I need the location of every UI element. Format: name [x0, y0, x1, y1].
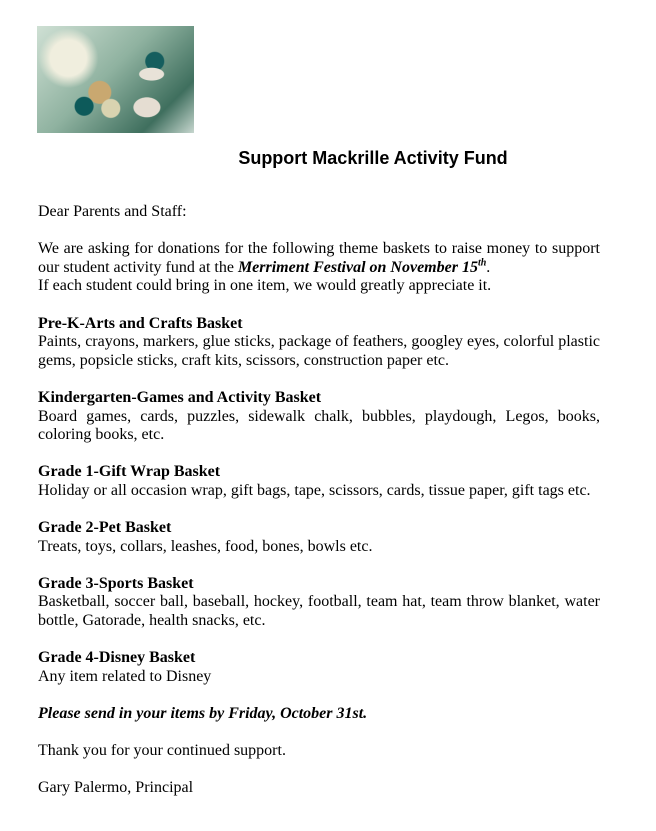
christmas-ornaments-image [37, 26, 194, 133]
basket-heading: Grade 2-Pet Basket [38, 519, 172, 537]
page-title: Support Mackrille Activity Fund [238, 148, 508, 168]
basket-heading: Pre-K-Arts and Crafts Basket [38, 314, 243, 332]
basket-items: Holiday or all occasion wrap, gift bags, tape, scissors, cards, tissue paper, gift tags etc. [38, 481, 591, 499]
deadline-note: Please send in your items by Friday, October 31st. [38, 705, 368, 723]
basket-items: Board games, cards, puzzles, sidewalk chalk, bubbles, playdough, Legos, books, coloring books, etc. [38, 407, 600, 444]
basket-section [38, 575, 600, 631]
basket-heading: Kindergarten-Games and Activity Basket [38, 388, 322, 406]
signature: Gary Palermo, Principal [38, 779, 194, 797]
basket-heading: Grade 4-Disney Basket [38, 649, 196, 667]
basket-items: Any item related to Disney [38, 667, 212, 685]
thanks: Thank you for your continued support. [38, 742, 286, 760]
basket-items: Treats, toys, collars, leashes, food, bones, bowls etc. [38, 537, 373, 555]
basket-items: Basketball, soccer ball, baseball, hockey, football, team hat, team throw blanket, water bottle, Gatorade, health snacks, etc. [38, 593, 600, 630]
basket-section [38, 649, 600, 686]
basket-section [38, 389, 600, 445]
basket-heading: Grade 1-Gift Wrap Basket [38, 463, 221, 481]
basket-items: Paints, crayons, markers, glue sticks, package of feathers, googley eyes, colorful plastic gems, popsicle sticks, craft kits, scissors, construction paper etc. [38, 333, 600, 369]
intro-line2: If each student could bring in one item, we would greatly appreciate it. [38, 277, 492, 295]
intro-paragraph [38, 240, 600, 296]
basket-section [38, 519, 600, 556]
letter-body [38, 203, 600, 817]
greeting: Dear Parents and Staff: [38, 203, 187, 220]
event-name: Merriment Festival on November 15th [237, 257, 487, 276]
basket-section [38, 315, 600, 371]
intro-text: We are asking for donations for the following theme baskets to raise money to support our student activity fund at the [38, 240, 600, 276]
intro-punct: . [486, 258, 491, 276]
basket-heading: Grade 3-Sports Basket [38, 574, 194, 592]
basket-section [38, 463, 600, 500]
